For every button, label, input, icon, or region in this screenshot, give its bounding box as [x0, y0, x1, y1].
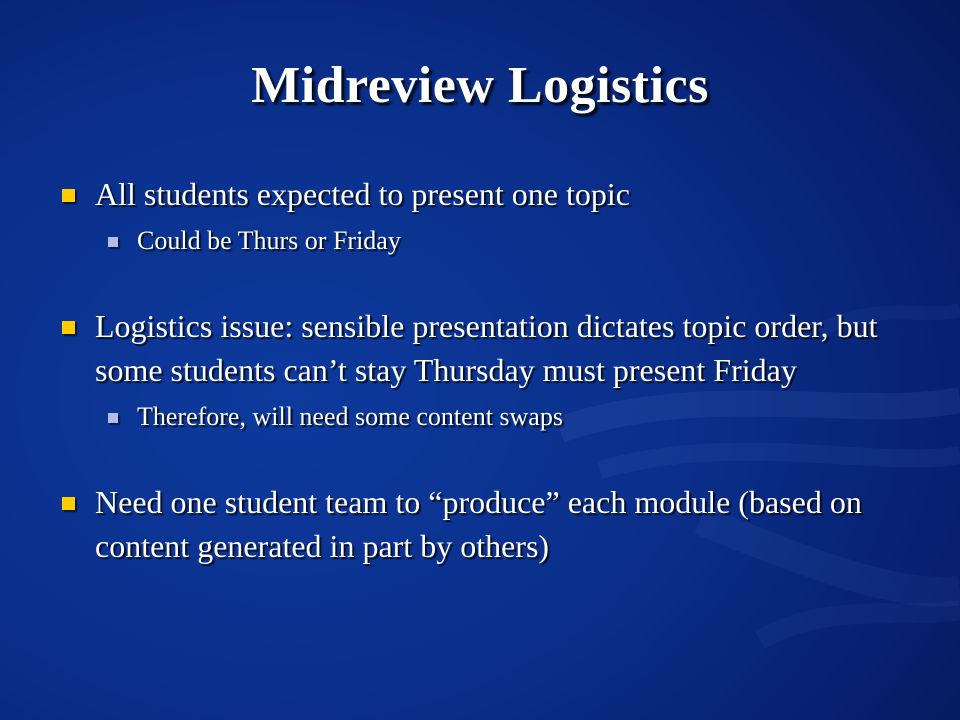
square-sub-bullet-icon	[108, 413, 118, 423]
bullet-text: Need one student team to “produce” each module (based on content generated in part by others)	[95, 484, 862, 564]
bullet-item	[60, 480, 880, 568]
square-bullet-icon	[62, 497, 75, 510]
square-bullet-icon	[62, 189, 75, 202]
bullet-item	[60, 304, 880, 392]
bullet-list	[60, 172, 880, 568]
sub-bullet-text: Could be Thurs or Friday	[137, 226, 401, 255]
sub-bullet-item	[60, 224, 880, 258]
sub-bullet-text: Therefore, will need some content swaps	[137, 402, 563, 431]
bullet-text: Logistics issue: sensible presentation dictates topic order, but some students can’t stay Thursday must present Friday	[95, 308, 878, 388]
bullet-item	[60, 172, 880, 216]
slide-title: Midreview Logistics	[251, 57, 709, 114]
square-sub-bullet-icon	[108, 237, 118, 247]
bullet-text: All students expected to present one topic	[95, 176, 630, 212]
square-bullet-icon	[62, 321, 75, 334]
sub-bullet-item	[60, 400, 880, 434]
